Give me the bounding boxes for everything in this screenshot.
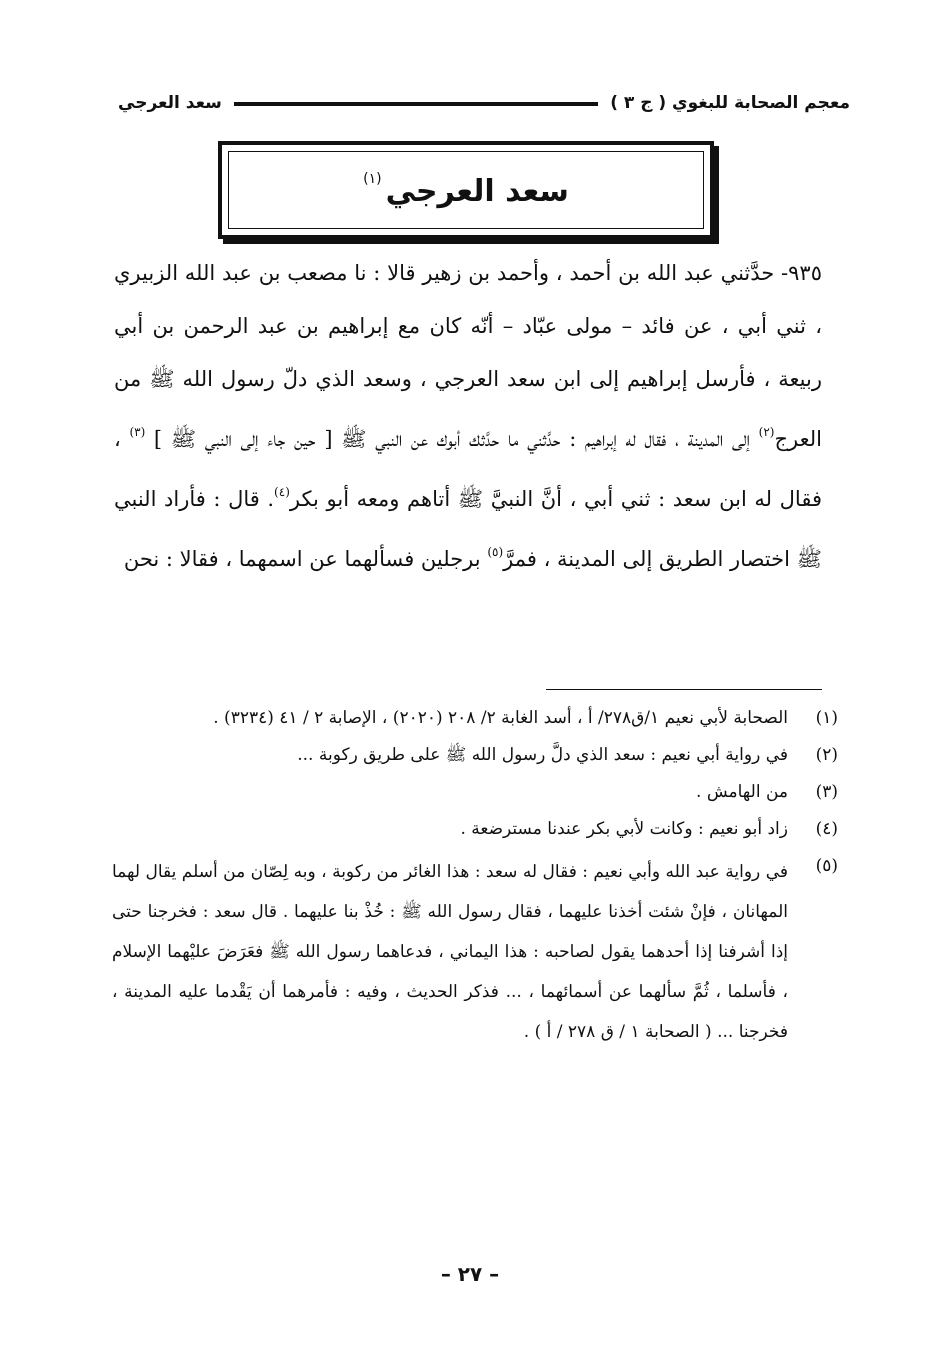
footnote-marker-2: (٢) bbox=[758, 425, 775, 439]
footnote-number: (٤) bbox=[815, 819, 838, 839]
body-segment-1: ٩٣٥- حدَّثني عبد الله بن أحمد ، وأحمد بن زهير قالا : نا مصعب بن عبد الله الزبيري ، ثني أبي ، عن فائد – مولى عبّاد – أنّه كان مع إبراهيم بن عبد الرحمن بن أبي ربيعة ، فأرسل إبراهيم إلى ابن سعد العرجي ، وسعد الذي دلّ رسول الله ﷺ من العرج bbox=[114, 261, 822, 451]
footnote-text: من الهامش . bbox=[696, 782, 788, 802]
footnote-marker-5: (٥) bbox=[487, 545, 504, 559]
body-segment-4: . قال : فأراد النبي ﷺ اختصار الطريق إلى المدينة ، فمرَّ bbox=[114, 487, 822, 571]
title-footnote-marker: (١) bbox=[363, 171, 382, 187]
footnote-number: (٢) bbox=[815, 745, 838, 765]
footnote-number: (٣) bbox=[815, 782, 838, 802]
footnote-5 bbox=[112, 852, 838, 1052]
footnote-3 bbox=[112, 778, 838, 807]
footnote-text: في رواية عبد الله وأبي نعيم : فقال له سعد : هذا الغائر من ركوبة ، وبه لِصّان من أسلم يقال لهما المهانان ، فإنْ شئت أخذنا عليهما ، فقال رسول الله ﷺ : خُذْ بنا عليهما . قال سعد : فخرجنا حتى إذا أشرفنا إذا أحدهما يقول لصاحبه : هذا اليماني ، فدعاهما رسول الله ﷺ فعَرَضَ عليْهما الإسلام ، فأسلما ، ثُمَّ سألهما عن أسمائهما ، ... فذكر الحديث ، وفيه : فأمرهما أن يَقْدما عليه المدينة ، فخرجنا ... ( الصحابة ١ / ق ٢٧٨ / أ ) . bbox=[112, 862, 788, 1042]
body-segment-3: ، فقال له ابن سعد : ثني أبي ، أنَّ النبيَّ ﷺ أتاهم ومعه أبو بكر bbox=[114, 427, 822, 511]
header-rule bbox=[234, 102, 598, 106]
footnote-number: (١) bbox=[815, 708, 838, 728]
entry-title bbox=[363, 171, 569, 209]
body-segment-2: إلى المدينة ، فقال له إبراهيم : حدَّثني ما حدَّثك أبوك عن النبي ﷺ [ حين جاء إلى النبي ﷺ ] bbox=[153, 427, 750, 451]
footnote-number: (٥) bbox=[815, 856, 838, 876]
body-segment-5: برجلين فسألهما عن اسمهما ، فقالا : نحن bbox=[123, 547, 481, 571]
footnote-text: في رواية أبي نعيم : سعد الذي دلَّ رسول الله ﷺ على طريق ركوبة ... bbox=[297, 745, 788, 765]
entry-title-text: سعد العرجي bbox=[385, 174, 569, 209]
running-header bbox=[118, 88, 850, 118]
entry-title-box bbox=[218, 141, 714, 239]
footnote-4 bbox=[112, 815, 838, 844]
section-name: سعد العرجي bbox=[118, 93, 222, 113]
book-title: معجم الصحابة للبغوي ( ج ٣ ) bbox=[610, 93, 850, 113]
footnote-marker-4: (٤) bbox=[274, 485, 290, 499]
footnote-2 bbox=[112, 741, 838, 770]
footnote-separator bbox=[546, 689, 822, 690]
page-number: – ٢٧ – bbox=[440, 1262, 500, 1286]
footnote-text: زاد أبو نعيم : وكانت لأبي بكر عندنا مسترضعة . bbox=[460, 819, 788, 839]
footnotes bbox=[112, 704, 838, 1052]
footnote-1 bbox=[112, 704, 838, 733]
footnote-marker-3: (٣) bbox=[129, 425, 146, 439]
footnote-text: الصحابة لأبي نعيم ١/ق٢٧٨/ أ ، أسد الغابة ٢/ ٢٠٨ (٢٠٢٠) ، الإصابة ٢ / ٤١ (٣٢٣٤) . bbox=[213, 708, 788, 728]
hadith-body bbox=[114, 247, 822, 586]
